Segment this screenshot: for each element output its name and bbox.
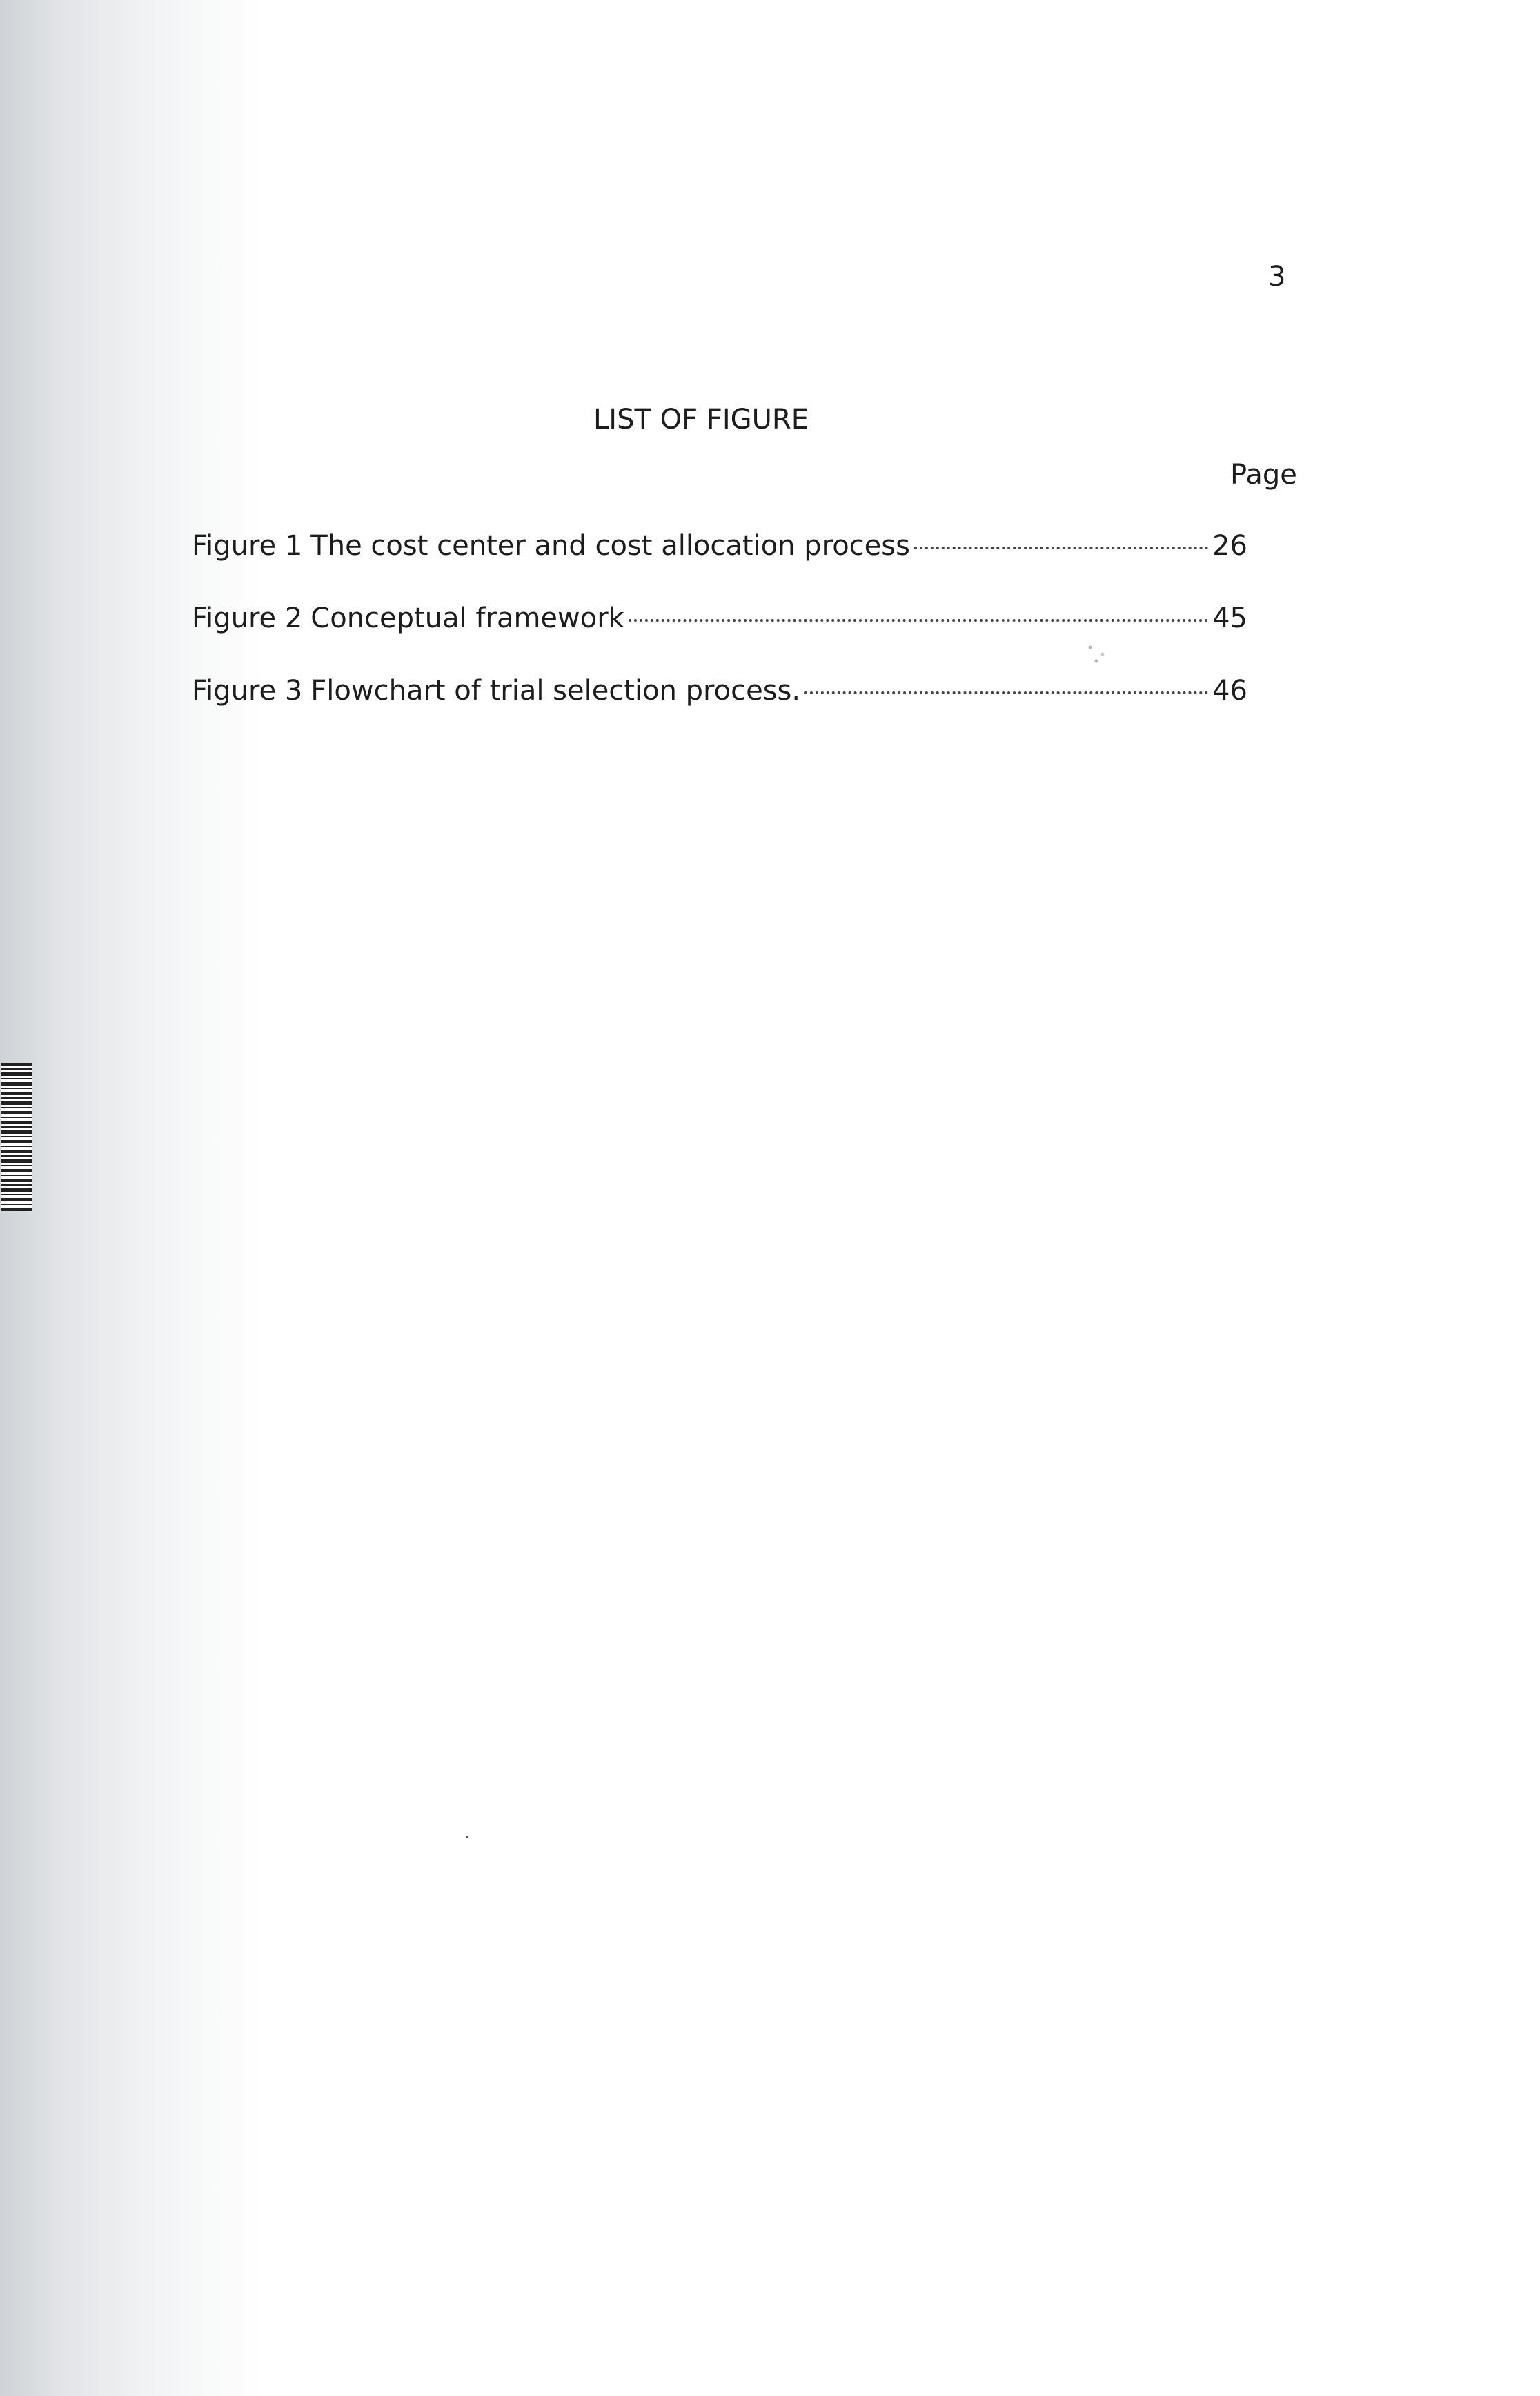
figure-page: 45: [1212, 602, 1247, 634]
figure-title: Flowchart of trial selection process.: [310, 675, 801, 707]
figure-label: Figure 1: [192, 530, 303, 562]
figure-title: The cost center and cost allocation process: [310, 530, 910, 562]
figure-page: 46: [1212, 675, 1247, 707]
dot-leader: [629, 619, 1208, 622]
page-column-header: Page: [1230, 459, 1297, 491]
page-title: LIST OF FIGURE: [593, 404, 809, 435]
dot-leader: [804, 691, 1208, 694]
figure-title: Conceptual framework: [310, 602, 624, 634]
toc-entry: [192, 530, 1247, 571]
figure-label: Figure 3: [192, 675, 303, 707]
scan-dot: [466, 1836, 468, 1838]
figure-label: Figure 2: [192, 602, 303, 634]
page-number: 3: [1268, 261, 1286, 293]
toc-entry: [192, 675, 1247, 716]
dot-leader: [914, 547, 1208, 549]
barcode: [1, 1063, 32, 1211]
figure-page: 26: [1212, 530, 1247, 562]
scan-shadow: [0, 0, 262, 2396]
scan-speck: [1078, 634, 1119, 668]
